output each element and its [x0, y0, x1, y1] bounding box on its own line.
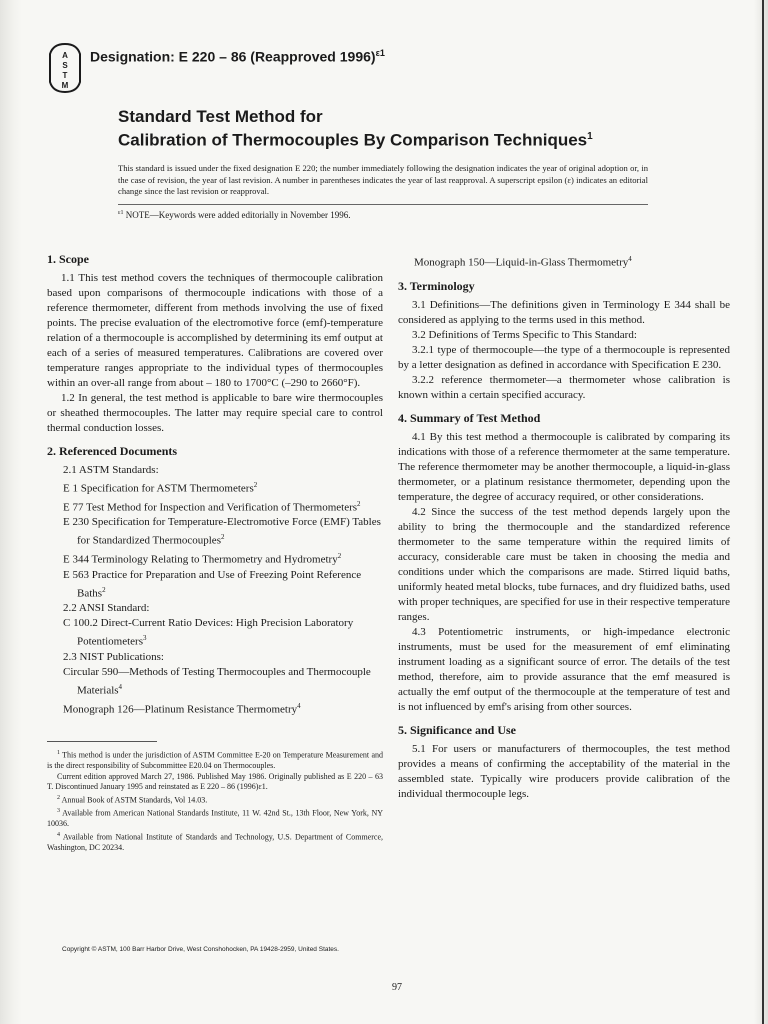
ref-circular-590: [47, 665, 383, 699]
ref-e77-marker: 2: [357, 499, 361, 508]
ref-monograph-126: [47, 699, 383, 718]
terminology-3-2: 3.2 Definitions of Terms Specific to This Standard:: [412, 328, 637, 341]
editorial-text: NOTE—Keywords were added editorially in November 1996.: [125, 210, 351, 220]
summary-4-2: 4.2 Since the success of the test method depends largely upon the ability to bring the thermocouple and the standardized reference thermometer to the same temperature within the required limits of accuracy, considerable care must be taken in choosing the media and conditions under which the comparisons are made. Stirred liquid baths, uniformly heated metal blocks, tube furnaces, and dry fluidized baths, used with proper techniques, are specified for use in their respective temperature ranges.: [398, 505, 730, 623]
designation-epsilon: ε1: [375, 48, 385, 58]
ref-e230-text: E 230 Specification for Temperature-Electromotive Force (EMF) Tables for Standardized Thermocouples: [63, 516, 381, 547]
ref-circular-590-marker: 4: [118, 682, 123, 691]
terminology-3-2-1: 3.2.1 type of thermocouple—the type of a thermocouple is represented by a letter designation as defined in accordance with Specification E 230.: [398, 343, 730, 371]
footnote-4: [47, 830, 383, 854]
footnote-2: [47, 793, 383, 806]
svg-text:T: T: [62, 71, 68, 80]
ref-e344-text: E 344 Terminology Relating to Thermometry and Hydrometry: [63, 553, 338, 566]
ref-e1-marker: 2: [253, 481, 258, 489]
footnote-3-marker: 3: [57, 808, 60, 815]
scan-edge-bar: [762, 0, 764, 1024]
footnote-1-edition: Current edition approved March 27, 1986. Published May 1986. Originally published as E 220 – 63 T. Discontinued January 1995 and reinstated as E 220 – 86 (1996)ε1.: [47, 771, 383, 792]
footnotes: [47, 748, 383, 853]
left-column: [47, 252, 383, 853]
ansi-standard-label: 2.2 ANSI Standard:: [63, 602, 150, 615]
copyright-line: Copyright © ASTM, 100 Barr Harbor Drive, West Conshohocken, PA 19428-2959, United States.: [62, 946, 339, 953]
terminology-3-1: 3.1 Definitions—The definitions given in Terminology E 344 shall be considered as applying to the terms used in this method.: [398, 298, 730, 326]
footnote-2-text: Annual Book of ASTM Standards, Vol 14.03.: [61, 795, 208, 805]
astm-logo-icon: [47, 42, 83, 94]
terminology-heading: 3. Terminology: [398, 278, 475, 293]
footnote-2-marker: 2: [57, 794, 60, 801]
scope-1-1: 1.1 This test method covers the techniques of thermocouple calibration based upon comparisons of thermocouple indications with those of a reference thermometer, different from methods involving the use of fixed points. The precise evaluation of the electromotive force (emf)-temperature relation of a thermocouple is accomplished by determining its emf output at each of a series of measured temperatures. Calibrations are covered over temperature ranges appropriate to the individual types of thermocouples within an over-all range from about – 180 to 1700°C (–290 to 2660°F).: [47, 272, 383, 389]
issuance-note: This standard is issued under the fixed designation E 220; the number immediately following the designation indicates the year of original adoption or, in the case of revision, the year of last revision. A number in parentheses indicates the year of last reapproval. A superscript epsilon (ε) indicates an editorial change since the last revision or reapproval.: [118, 163, 648, 196]
ref-e77: [47, 497, 383, 516]
summary-4-3: 4.3 Potentiometric instruments, or high-impedance electronic instruments, must be used for the measurement of emf eliminating instrument loading as a significant source of error. The details of the test method, therefore, aim to provide assurance that the emf measured is actually the emf output of the thermocouple at the temperature of test and is not influenced by emf's arising from other sources.: [398, 625, 730, 713]
svg-text:M: M: [61, 81, 69, 90]
footnote-1-text: This method is under the jurisdiction of ASTM Committee E-20 on Temperature Measurement and is the direct responsibility of Subcommittee E20.04 on Thermocouples.: [47, 750, 383, 771]
editorial-note: [118, 210, 350, 220]
ref-e230-marker: 2: [220, 533, 225, 542]
editorial-epsilon: ε1: [118, 210, 124, 216]
scan-right-edge: [754, 0, 768, 1024]
title-footnote-marker: 1: [587, 131, 593, 142]
footnote-3: [47, 806, 383, 830]
title-line-1: Standard Test Method for: [118, 107, 323, 126]
astm-standards-label: 2.1 ASTM Standards:: [63, 464, 159, 476]
ref-c100-text: C 100.2 Direct-Current Ratio Devices: High Precision Laboratory Potentiometers: [63, 617, 354, 648]
footnote-1-marker: 1: [57, 750, 60, 757]
significance-heading: 5. Significance and Use: [398, 722, 517, 737]
nist-publications-label: 2.3 NIST Publications:: [63, 650, 164, 663]
ref-monograph-150: [398, 252, 730, 271]
ref-e77-text: E 77 Test Method for Inspection and Verification of Thermometers: [63, 501, 358, 514]
footnote-1: [47, 748, 383, 772]
footnote-divider: [47, 741, 157, 742]
footnote-4-marker: 4: [57, 831, 60, 838]
ref-monograph-126-marker: 4: [297, 701, 301, 710]
ref-e563: [47, 568, 383, 602]
ref-e563-text: E 563 Practice for Preparation and Use of Freezing Point Reference Baths: [63, 568, 362, 600]
svg-text:A: A: [62, 51, 68, 60]
scan-left-edge: [0, 0, 22, 1024]
terminology-3-2-2: 3.2.2 reference thermometer—a thermometer whose calibration is known within a certain specified accuracy.: [398, 373, 730, 401]
designation-text: Designation: E 220 – 86 (Reapproved 1996): [90, 48, 376, 65]
page-title: [118, 107, 593, 151]
ref-e344: [47, 549, 383, 568]
summary-4-1: 4.1 By this test method a thermocouple is calibrated by comparing its indications with those of a reference thermometer at the same temperature. The reference thermometer may be another thermocouple, a liquid-in-glass thermometer, or a platinum resistance thermometer, depending upon the temperature, the degree of accuracy required, or other considerations.: [398, 430, 730, 503]
footnote-3-text: Available from American National Standards Institute, 11 W. 42nd St., 13th Floor, New York, NY 10036.: [47, 808, 383, 829]
ref-monograph-150-text: Monograph 150—Liquid-in-Glass Thermometry: [414, 256, 629, 269]
ref-monograph-150-marker: 4: [628, 255, 632, 263]
svg-text:S: S: [62, 61, 68, 70]
right-column: [398, 252, 730, 802]
scope-1-2: 1.2 In general, the test method is applicable to bare wire thermocouples or sheathed thermocouples. The latter may require special care to control thermal conduction losses.: [47, 392, 383, 434]
scope-heading: 1. Scope: [47, 252, 89, 266]
designation: [90, 48, 385, 65]
ref-c100: [47, 616, 383, 650]
significance-5-1: 5.1 For users or manufacturers of thermocouples, the test method provides a means of confirming the acceptability of the material in the assembled state. Typically wire producers provide calibration of the individual thermocouple legs.: [398, 742, 730, 800]
ref-e1: [47, 478, 383, 497]
referenced-documents-heading: 2. Referenced Documents: [47, 444, 178, 458]
page-number: 97: [392, 982, 402, 993]
ref-c100-marker: 3: [143, 634, 147, 643]
summary-heading: 4. Summary of Test Method: [398, 410, 541, 425]
footnote-4-text: Available from National Institute of Standards and Technology, U.S. Department of Commerce, Washington, DC 20234.: [47, 832, 384, 852]
ref-monograph-126-text: Monograph 126—Platinum Resistance Thermometry: [63, 703, 298, 716]
title-line-2-text: Calibration of Thermocouples By Comparison Techniques: [118, 130, 588, 150]
ref-e1-text: E 1 Specification for ASTM Thermometers: [63, 482, 254, 495]
title-line-2: [118, 127, 593, 151]
ref-e563-marker: 2: [102, 585, 106, 594]
header-divider: [118, 204, 648, 205]
ref-e344-marker: 2: [337, 551, 342, 560]
ref-circular-590-text: Circular 590—Methods of Testing Thermocouples and Thermocouple Materials: [63, 665, 371, 697]
ref-e230: [47, 515, 383, 549]
